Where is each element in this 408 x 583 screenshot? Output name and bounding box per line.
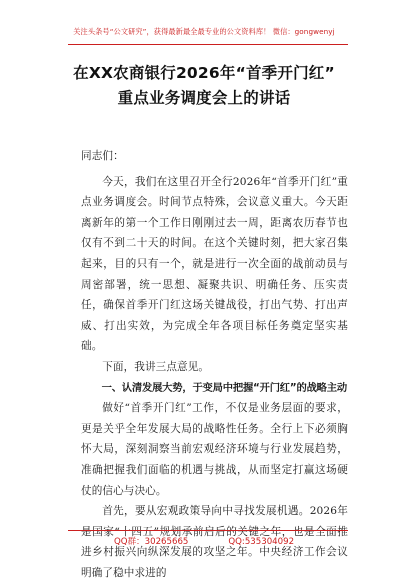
salutation: 同志们： [81, 150, 124, 162]
footer-qq-number: QQ:535304092 [228, 537, 295, 547]
footer-qq-group: QQ群：30265665 [113, 537, 189, 547]
footer-divider [68, 530, 348, 531]
section-heading-1: 一、认清发展大势，于变局中把握“开门红”的战略主动 [101, 381, 347, 394]
header-divider [68, 44, 348, 45]
document-title-line-1: 在XX农商银行2026年“首季开门红” [73, 64, 335, 82]
paragraph-section1-first-point: 首先，要从宏观政策导向中寻找发展机遇。2026年是国家“十四五”规划承前启后的关键之年，也是全面推进乡村振兴向纵深发展的攻坚之年。中央经济工作会议明确了稳中求进的 [81, 505, 348, 579]
document-body [81, 146, 348, 583]
document-title-line-2: 重点业务调度会上的讲话 [117, 89, 291, 107]
paragraph-transition: 下面，我讲三点意见。 [102, 360, 210, 373]
footer-contact [0, 535, 408, 547]
document-title [40, 61, 368, 111]
paragraph-section1-body: 做好“首季开门红”工作，不仅是业务层面的要求，更是关乎全年发展大局的战略性任务。全行上下必须胸怀大局，深刻洞察当前宏观经济环境与行业发展趋势，准确把握我们面临的机遇与挑战，从而坚定打赢这场硬仗的信心与决心。 [81, 402, 348, 497]
header-promo-note: 关注头条号“公文研究”，获得最新最全最专业的公文资料库！ 微信：gongwenyj [73, 27, 335, 36]
paragraph-opening: 今天，我们在这里召开全行2026年“首季开门红”重点业务调度会。时间节点特殊，会议意义重大。今天距离新年的第一个工作日刚刚过去一周，距离农历春节也仅有不到二十天的时间。在这个关键时刻，把大家召集起来，目的只有一个，就是进行一次全面的战前动员与周密部署，统一思想、凝聚共识、明确任务、压实责任，确保首季开门红这场关键战役，打出气势、打出声威、打出实效，为完成全年各项目标任务奠定坚实基础。 [81, 175, 348, 353]
